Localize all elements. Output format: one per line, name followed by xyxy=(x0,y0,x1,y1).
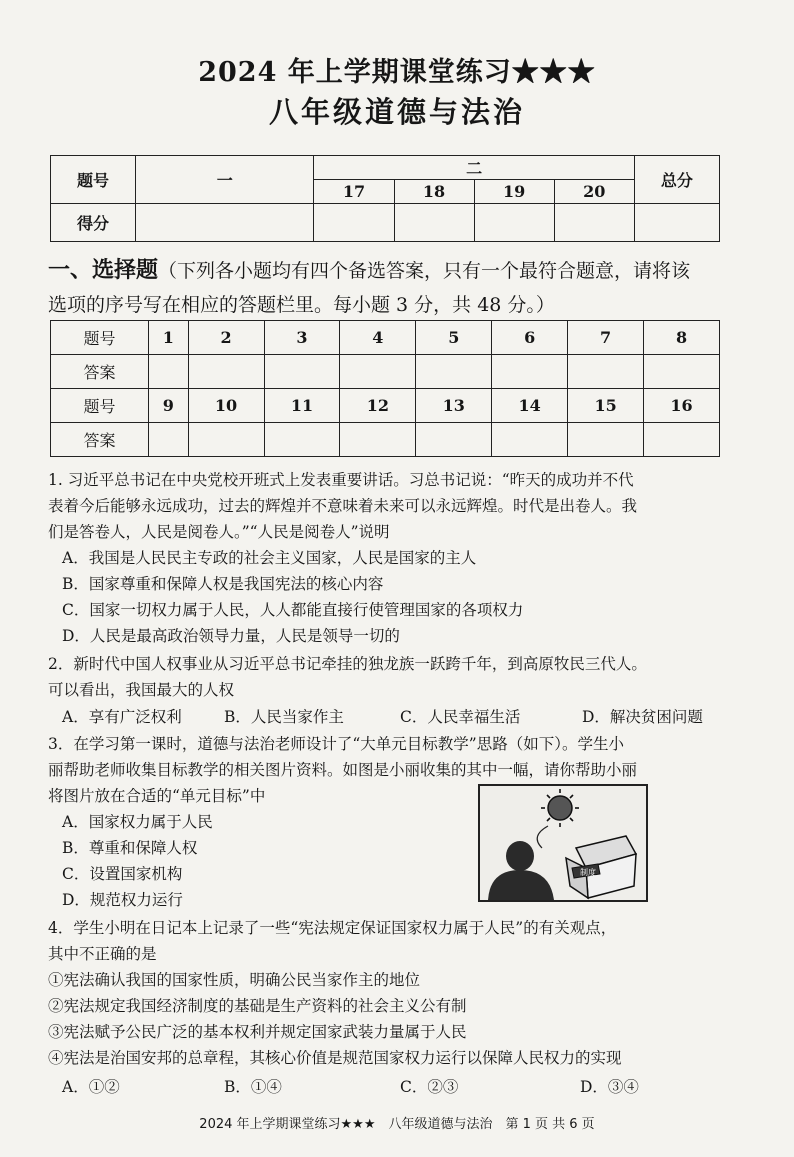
q1-stem-line3: 们是答卷人，人民是阅卷人。”“人民是阅卷人”说明 xyxy=(48,523,390,541)
sun-icon xyxy=(541,789,579,827)
answer-cell[interactable] xyxy=(149,423,189,457)
cage-label: 制度 xyxy=(580,868,596,877)
section1-heading: 一、选择题 xyxy=(48,257,159,283)
answer-cell[interactable] xyxy=(188,355,264,389)
q3-stem-line1: 3．在学习第一课时，道德与法治老师设计了“大单元目标教学”思路（如下）。学生小 xyxy=(48,735,624,753)
answer-table-ans-label: 答案 xyxy=(51,355,149,389)
answer-num: 4 xyxy=(340,321,416,355)
q3-option-d: D．规范权力运行 xyxy=(62,891,183,909)
answer-num: 5 xyxy=(416,321,492,355)
section1-line1 xyxy=(48,253,748,288)
answer-cell[interactable] xyxy=(644,423,720,457)
answer-cell[interactable] xyxy=(644,355,720,389)
answer-cell[interactable] xyxy=(416,423,492,457)
q3-option-a: A．国家权力属于人民 xyxy=(62,813,213,831)
answer-num: 16 xyxy=(644,389,720,423)
answer-num: 11 xyxy=(264,389,340,423)
exam-title: 2024 年上学期课堂练习★★★ xyxy=(198,57,596,88)
answer-table-num-label: 题号 xyxy=(51,389,149,423)
subject-title: 八年级道德与法治 xyxy=(268,95,525,129)
score-cell[interactable] xyxy=(136,204,314,242)
answer-num: 2 xyxy=(188,321,264,355)
score-table-part2: 二 xyxy=(314,156,634,180)
q2-stem-line1: 2．新时代中国人权事业从习近平总书记牵挂的独龙族一跃跨千年，到高原牧民三代人。 xyxy=(48,655,647,673)
q4-statement-4: ④宪法是治国安邦的总章程，其核心价值是规范国家权力运行以保障人民权力的实现 xyxy=(48,1049,622,1067)
q3-cartoon-image xyxy=(478,784,648,902)
score-table-q20: 20 xyxy=(554,180,634,204)
score-table-q18: 18 xyxy=(394,180,474,204)
q4-statement-2: ②宪法规定我国经济制度的基础是生产资料的社会主义公有制 xyxy=(48,997,467,1015)
score-table xyxy=(50,155,720,242)
score-cell[interactable] xyxy=(474,204,554,242)
q1-option-c: C．国家一切权力属于人民，人人都能直接行使管理国家的各项权力 xyxy=(62,601,524,619)
score-table-q19: 19 xyxy=(474,180,554,204)
q2-option-b: B．人民当家作主 xyxy=(224,708,344,726)
answer-cell[interactable] xyxy=(340,355,416,389)
q3-stem-line2: 丽帮助老师收集目标教学的相关图片资料。如图是小丽收集的其中一幅，请你帮助小丽 xyxy=(48,761,638,779)
page-footer: 2024 年上学期课堂练习★★★ 八年级道德与法治 第 1 页 共 6 页 xyxy=(199,1117,595,1132)
cartoon-drawing xyxy=(480,786,646,900)
answer-num: 15 xyxy=(568,389,644,423)
q4-stem-line2: 其中不正确的是 xyxy=(48,945,157,963)
answer-cell[interactable] xyxy=(492,423,568,457)
score-cell[interactable] xyxy=(634,204,719,242)
score-cell[interactable] xyxy=(314,204,394,242)
score-table-num-label: 题号 xyxy=(51,156,136,204)
answer-num: 14 xyxy=(492,389,568,423)
q2-stem-line2: 可以看出，我国最大的人权 xyxy=(48,681,235,699)
score-cell[interactable] xyxy=(554,204,634,242)
score-table-part1: 一 xyxy=(136,156,314,204)
q1-stem-line2: 表着今后能够永远成功，过去的辉煌并不意味着未来可以永远辉煌。时代是出卷人。我 xyxy=(48,497,638,515)
answer-cell[interactable] xyxy=(416,355,492,389)
answer-cell[interactable] xyxy=(568,423,644,457)
answer-cell[interactable] xyxy=(340,423,416,457)
cage-box-icon xyxy=(566,836,636,898)
answer-num: 10 xyxy=(188,389,264,423)
answer-num: 1 xyxy=(149,321,189,355)
answer-num: 7 xyxy=(568,321,644,355)
q2-option-c: C．人民幸福生活 xyxy=(400,708,521,726)
q4-statement-3: ③宪法赋予公民广泛的基本权利并规定国家武装力量属于人民 xyxy=(48,1023,467,1041)
q1-option-b: B．国家尊重和保障人权是我国宪法的核心内容 xyxy=(62,575,384,593)
q4-option-d: D．③④ xyxy=(580,1078,639,1096)
answer-cell[interactable] xyxy=(264,423,340,457)
q3-option-c: C．设置国家机构 xyxy=(62,865,183,883)
q2-option-a: A．享有广泛权利 xyxy=(62,708,182,726)
q1-option-d: D．人民是最高政治领导力量，人民是领导一切的 xyxy=(62,627,400,645)
answer-cell[interactable] xyxy=(492,355,568,389)
person-silhouette-icon xyxy=(488,841,554,900)
answer-num: 8 xyxy=(644,321,720,355)
answer-cell[interactable] xyxy=(149,355,189,389)
answer-table-num-label: 题号 xyxy=(51,321,149,355)
q1-stem-line1: 1. 习近平总书记在中央党校开班式上发表重要讲话。习总书记说：“昨天的成功并不代 xyxy=(48,471,634,489)
answer-table-ans-label: 答案 xyxy=(51,423,149,457)
q4-option-a: A．①② xyxy=(62,1078,120,1096)
answer-num: 13 xyxy=(416,389,492,423)
answer-cell[interactable] xyxy=(568,355,644,389)
score-table-score-label: 得分 xyxy=(51,204,136,242)
answer-num: 3 xyxy=(264,321,340,355)
q4-stem-line1: 4．学生小明在日记本上记录了一些“宪法规定保证国家权力属于人民”的有关观点， xyxy=(48,919,617,937)
score-cell[interactable] xyxy=(394,204,474,242)
answer-num: 6 xyxy=(492,321,568,355)
answer-num: 9 xyxy=(149,389,189,423)
answer-cell[interactable] xyxy=(264,355,340,389)
q4-option-b: B．①④ xyxy=(224,1078,282,1096)
answer-num: 12 xyxy=(340,389,416,423)
q1-option-a: A．我国是人民民主专政的社会主义国家，人民是国家的主人 xyxy=(62,549,477,567)
q3-option-b: B．尊重和保障人权 xyxy=(62,839,198,857)
section1-instructions-cont: 选项的序号写在相应的答题栏里。每小题 3 分，共 48 分。） xyxy=(48,294,555,316)
answer-table xyxy=(50,320,720,457)
score-table-q17: 17 xyxy=(314,180,394,204)
section1-instructions: （下列各小题均有四个备选答案，只有一个最符合题意，请将该 xyxy=(158,260,691,282)
score-table-total: 总分 xyxy=(634,156,719,204)
q2-option-d: D．解决贫困问题 xyxy=(582,708,703,726)
arrow-icon xyxy=(537,826,548,848)
q4-option-c: C．②③ xyxy=(400,1078,459,1096)
q3-stem-line3: 将图片放在合适的“单元目标”中 xyxy=(48,787,266,805)
q4-statement-1: ①宪法确认我国的国家性质，明确公民当家作主的地位 xyxy=(48,971,421,989)
answer-cell[interactable] xyxy=(188,423,264,457)
